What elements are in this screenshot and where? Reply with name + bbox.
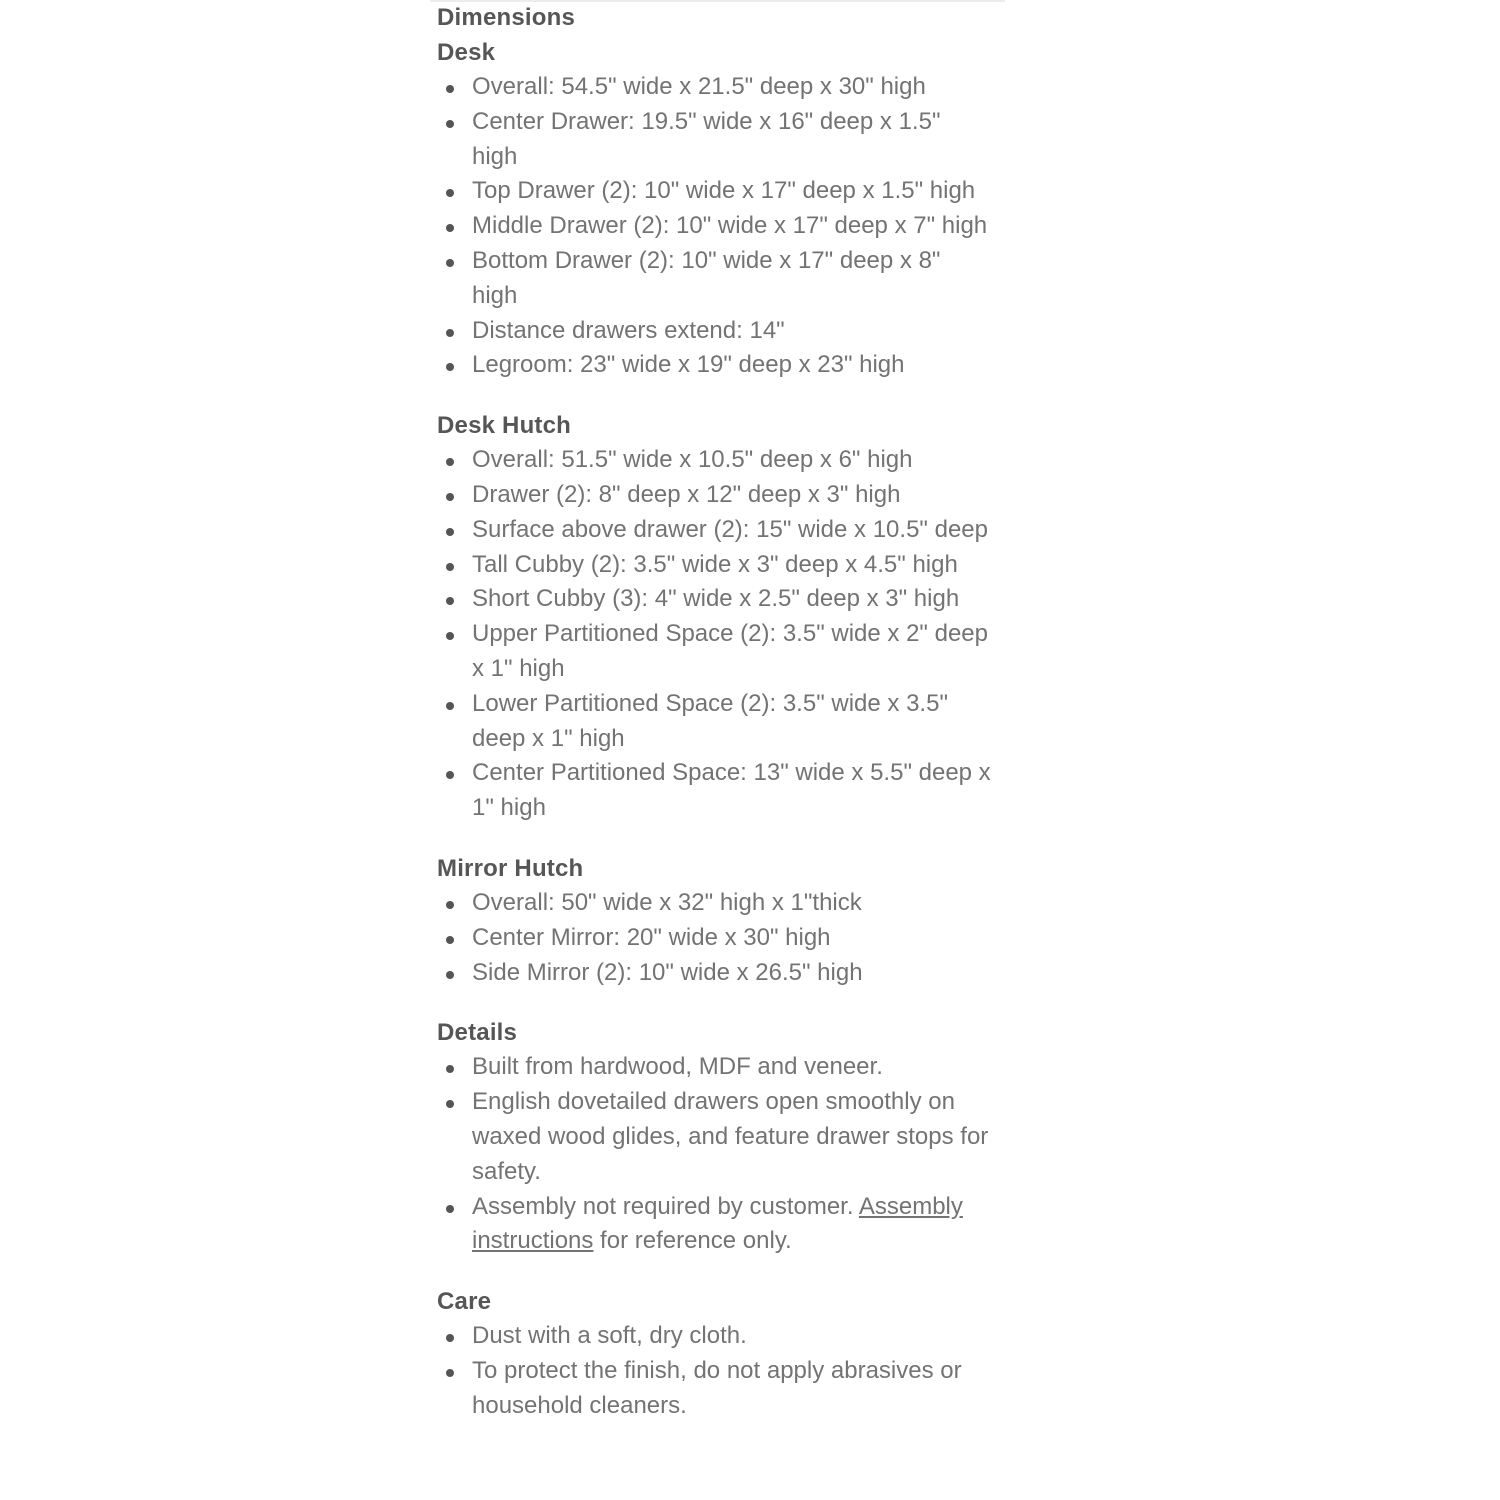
list-item: Middle Drawer (2): 10" wide x 17" deep x 7" high bbox=[437, 209, 992, 244]
care-list bbox=[437, 1319, 1005, 1423]
list-item: English dovetailed drawers open smoothly on waxed wood glides, and feature drawer stops for safety. bbox=[437, 1085, 992, 1189]
details-list bbox=[437, 1050, 1005, 1259]
list-item: Center Partitioned Space: 13" wide x 5.5" deep x 1" high bbox=[437, 756, 992, 826]
list-item: Surface above drawer (2): 15" wide x 10.5" deep bbox=[437, 513, 992, 548]
desk-hutch-heading: Desk Hutch bbox=[437, 412, 572, 440]
desk-hutch-dimensions-list bbox=[437, 443, 1005, 826]
list-item: To protect the finish, do not apply abrasives or household cleaners. bbox=[437, 1354, 992, 1424]
list-item: Distance drawers extend: 14" bbox=[437, 314, 992, 349]
list-item: Short Cubby (3): 4" wide x 2.5" deep x 3" high bbox=[437, 582, 992, 617]
mirror-hutch-heading: Mirror Hutch bbox=[437, 854, 584, 882]
list-item: Center Mirror: 20" wide x 30" high bbox=[437, 921, 992, 956]
list-item: Overall: 54.5" wide x 21.5" deep x 30" high bbox=[437, 70, 992, 105]
list-item: Upper Partitioned Space (2): 3.5" wide x 2" deep x 1" high bbox=[437, 617, 992, 687]
list-item: Drawer (2): 8" deep x 12" deep x 3" high bbox=[437, 478, 992, 513]
list-item: Overall: 51.5" wide x 10.5" deep x 6" high bbox=[437, 443, 992, 478]
desk-dimensions-list bbox=[437, 70, 1005, 383]
assembly-list-item bbox=[437, 1190, 992, 1260]
list-item: Side Mirror (2): 10" wide x 26.5" high bbox=[437, 956, 992, 991]
list-item: Dust with a soft, dry cloth. bbox=[437, 1319, 992, 1354]
mirror-hutch-dimensions-list bbox=[437, 886, 1005, 990]
assembly-note-text: Assembly not required by customer. bbox=[472, 1192, 859, 1220]
dimensions-heading: Dimensions bbox=[437, 4, 576, 31]
list-item: Legroom: 23" wide x 19" deep x 23" high bbox=[437, 348, 992, 383]
assembly-note-suffix: for reference only. bbox=[593, 1227, 792, 1255]
list-item: Center Drawer: 19.5" wide x 16" deep x 1.5" high bbox=[437, 105, 992, 175]
care-heading: Care bbox=[437, 1288, 492, 1316]
list-item: Built from hardwood, MDF and veneer. bbox=[437, 1050, 992, 1085]
list-item: Overall: 50" wide x 32" high x 1"thick bbox=[437, 886, 992, 921]
list-item: Lower Partitioned Space (2): 3.5" wide x 3.5" deep x 1" high bbox=[437, 687, 992, 757]
desk-heading: Desk bbox=[437, 39, 496, 66]
assembly-instructions-link[interactable]: Assembly instructions bbox=[472, 1192, 963, 1255]
details-heading: Details bbox=[437, 1019, 518, 1047]
list-item: Tall Cubby (2): 3.5" wide x 3" deep x 4.5" high bbox=[437, 548, 992, 583]
list-item: Bottom Drawer (2): 10" wide x 17" deep x 8" high bbox=[437, 244, 992, 314]
list-item: Top Drawer (2): 10" wide x 17" deep x 1.5" high bbox=[437, 174, 992, 209]
product-specifications bbox=[437, 0, 1005, 1424]
